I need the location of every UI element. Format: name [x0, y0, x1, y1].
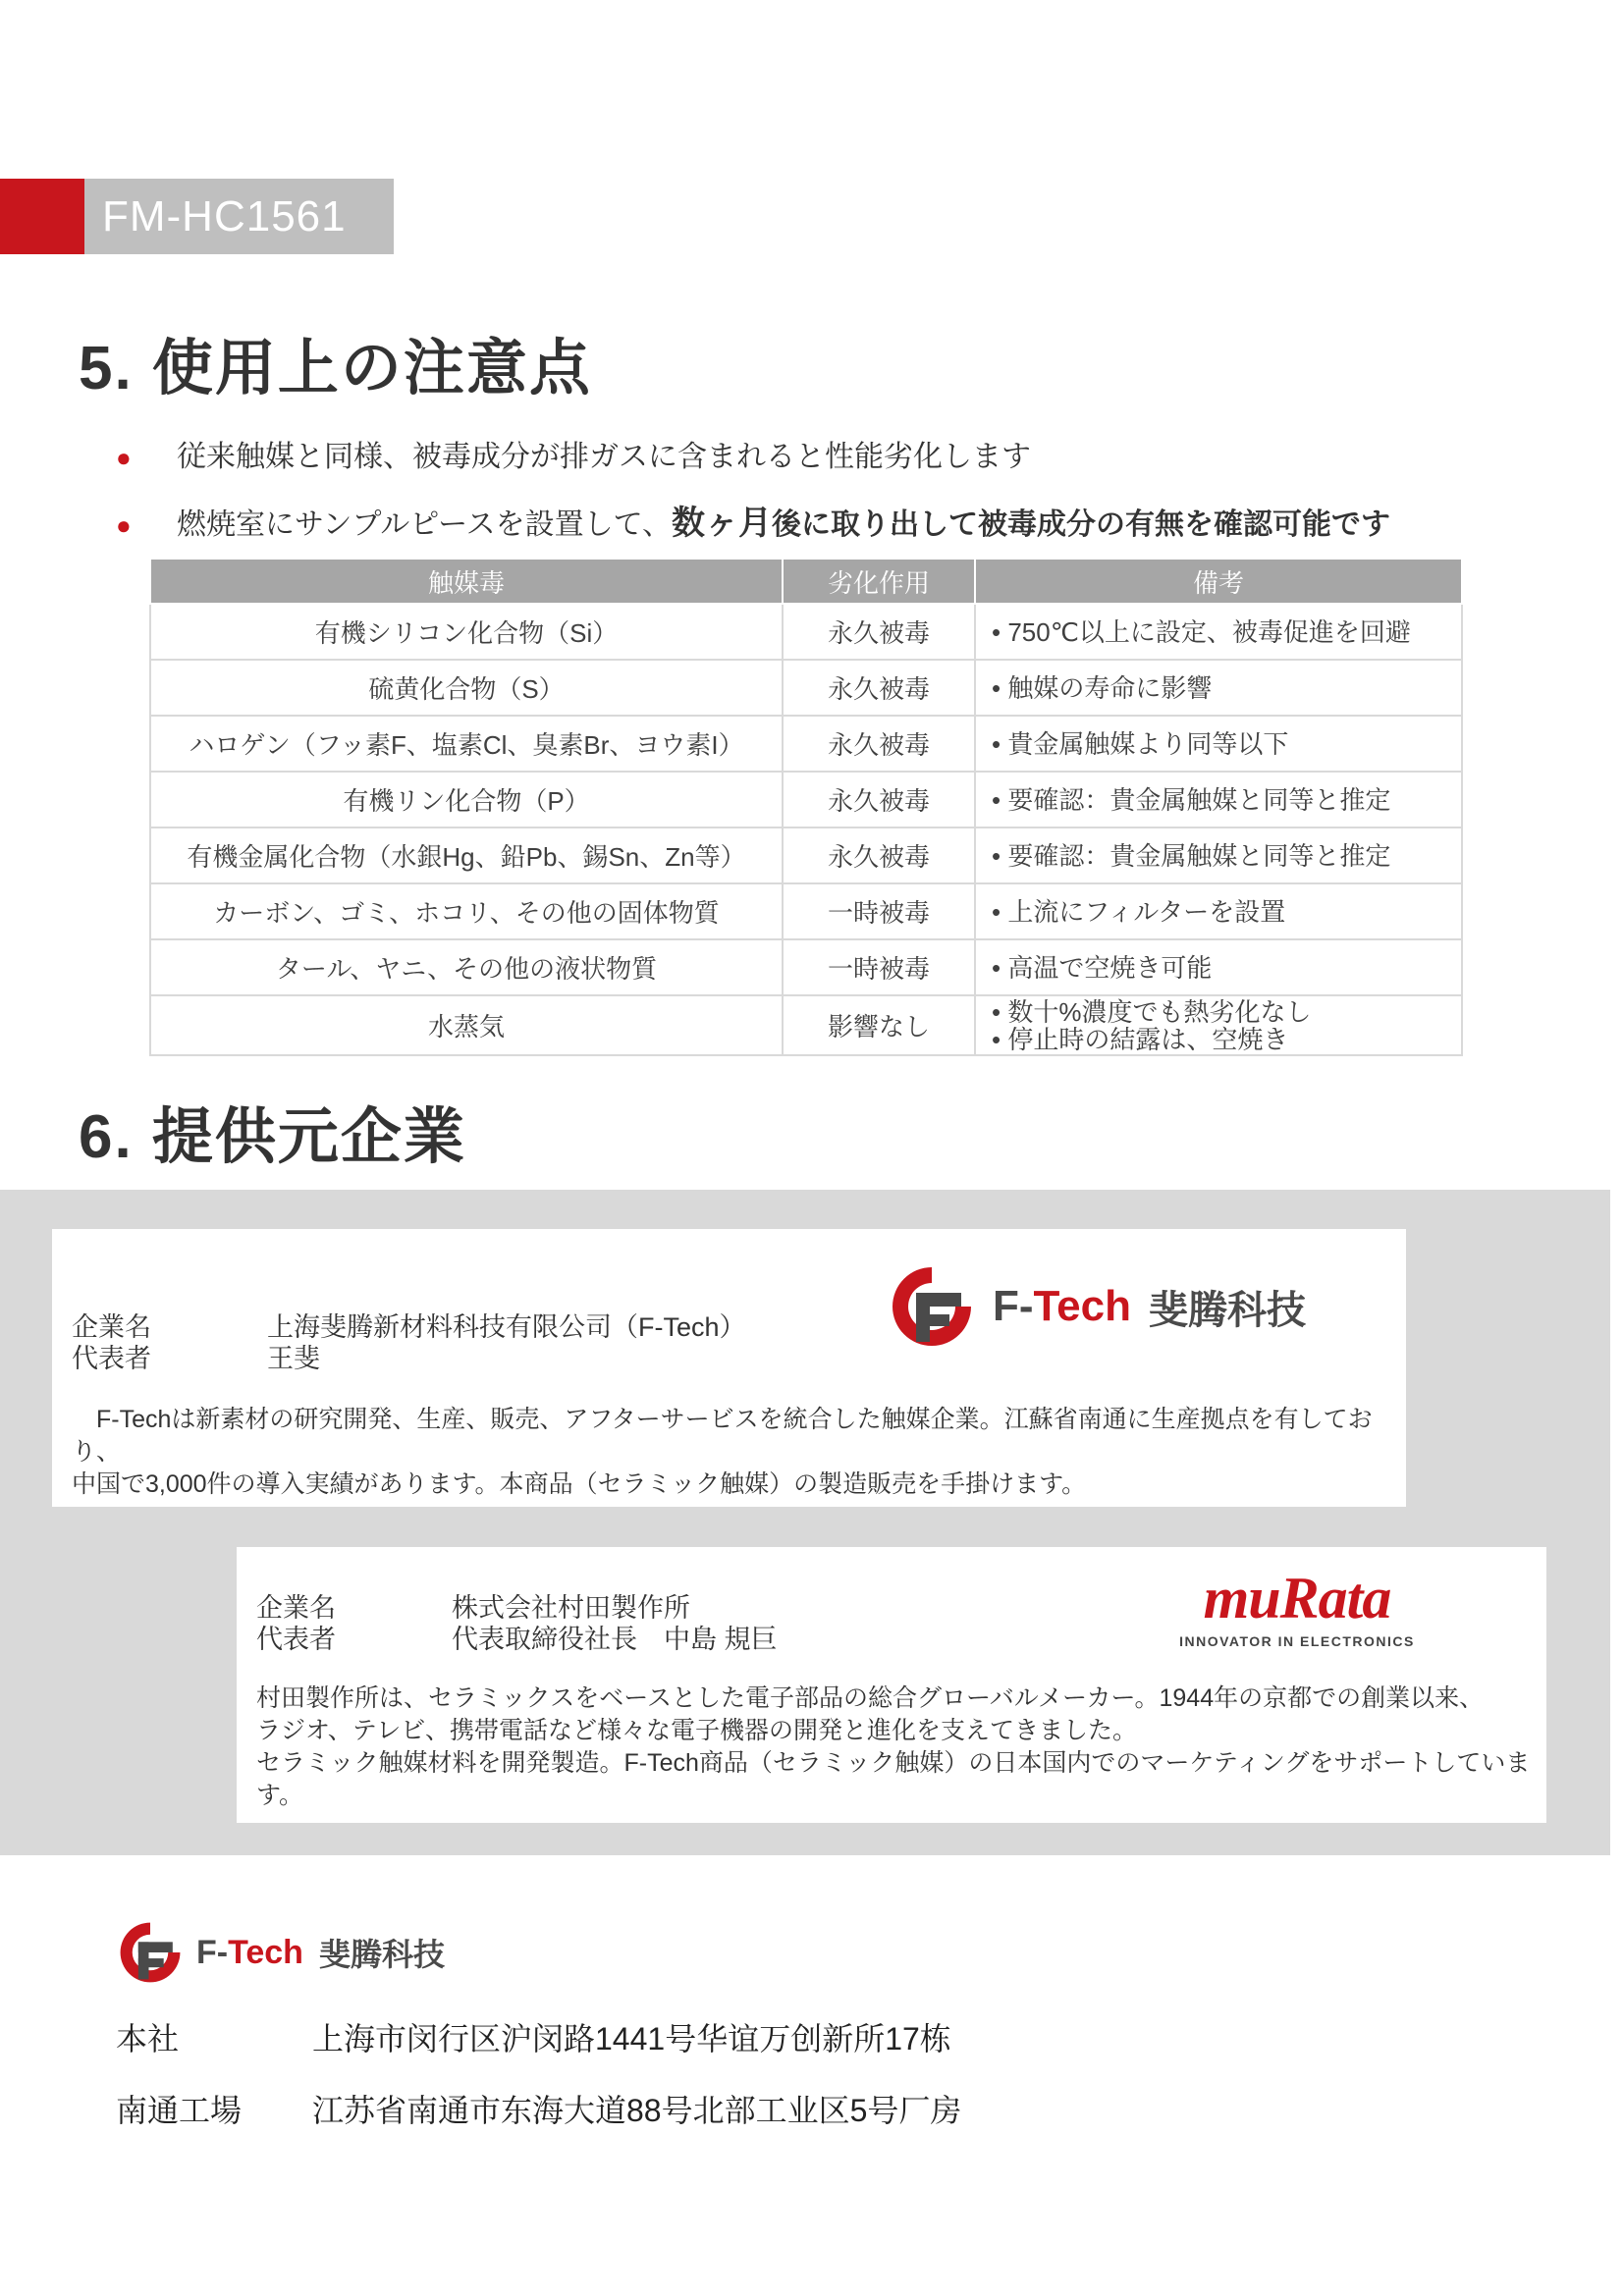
cell-effect: 永久被毒 — [783, 660, 975, 716]
ftech-logo-wordmark: F-Tech — [196, 1933, 303, 1971]
murata-logo-wordmark: muRata — [1203, 1566, 1391, 1630]
cell-notes: • 数十%濃度でも熱劣化なし • 停止時の結露は、空焼き — [975, 995, 1462, 1055]
cell-poison: 硫黄化合物（S） — [150, 660, 783, 716]
footer-ftech-logo — [116, 1919, 445, 1986]
company-name-label: 企業名 — [256, 1593, 336, 1623]
section-6-title: 6. 提供元企業 — [79, 1103, 466, 1171]
address-value-hq: 上海市闵行区沪闵路1441号华谊万创新所17栋 — [312, 2021, 951, 2056]
bullet-dot-icon: ● — [116, 510, 132, 540]
cell-effect: 永久被毒 — [783, 772, 975, 828]
bullet-item — [116, 496, 1390, 544]
table-row — [150, 828, 1462, 883]
cell-poison: カーボン、ゴミ、ホコリ、その他の固体物質 — [150, 883, 783, 939]
company-card-ftech — [52, 1229, 1406, 1507]
header-accent-bar — [0, 179, 84, 254]
table-header-row — [150, 559, 1462, 604]
table-row — [150, 716, 1462, 772]
ftech-logo-chinese: 斐腾科技 — [1148, 1288, 1306, 1332]
bullet-dot-icon: ● — [116, 443, 132, 472]
ftech-logo-chinese: 斐腾科技 — [318, 1937, 445, 1972]
cell-notes: • 要確認：貴金属触媒と同等と推定 — [975, 772, 1462, 828]
address-label-factory: 南通工場 — [116, 2093, 243, 2128]
representative-label: 代表者 — [256, 1625, 336, 1654]
table-row — [150, 995, 1462, 1055]
cell-notes: • 750℃以上に設定、被毒促進を回避 — [975, 604, 1462, 660]
column-header-effect: 劣化作用 — [783, 559, 975, 604]
cell-effect: 一時被毒 — [783, 883, 975, 939]
ftech-logo-wordmark: F-Tech — [993, 1282, 1131, 1330]
cell-notes: • 貴金属触媒より同等以下 — [975, 716, 1462, 772]
model-tag: FM-HC1561 — [84, 179, 394, 254]
bullet-text-post: 後に取り出して被毒成分の有無を確認可能です — [772, 508, 1390, 541]
address-label-hq: 本社 — [116, 2021, 180, 2056]
cell-poison: タール、ヤニ、その他の液状物質 — [150, 939, 783, 995]
representative-name: 代表取締役社長 中島 規巨 — [452, 1625, 778, 1654]
company-description: F-Techは新素材の研究開発、生産、販売、アフターサービスを統合した触媒企業。江蘇省南通に生産拠点を有しており、 中国で3,000件の導入実績があります。本商品（セラミック触媒）の製造販売を手掛けます。 — [72, 1406, 1373, 1498]
ftech-logo-icon — [116, 1919, 185, 1986]
cell-poison: 有機リン化合物（P） — [150, 772, 783, 828]
murata-logo-tagline: INNOVATOR IN ELECTRONICS — [1179, 1633, 1415, 1649]
cell-effect: 永久被毒 — [783, 828, 975, 883]
cell-effect: 影響なし — [783, 995, 975, 1055]
ftech-logo-icon — [887, 1263, 977, 1350]
bullet-item — [116, 432, 1031, 475]
column-header-poison: 触媒毒 — [150, 559, 783, 604]
cell-notes: • 上流にフィルターを設置 — [975, 883, 1462, 939]
bullet-text-emphasis: 数ヶ月 — [672, 505, 772, 542]
table-row — [150, 883, 1462, 939]
bullet-text: 従来触媒と同様、被毒成分が排ガスに含まれると性能劣化します — [177, 441, 1031, 473]
company-name-label: 企業名 — [72, 1312, 151, 1342]
company-name: 株式会社村田製作所 — [452, 1593, 690, 1623]
company-name: 上海斐腾新材料科技有限公司（F-Tech） — [267, 1312, 746, 1342]
representative-name: 王斐 — [267, 1344, 320, 1373]
table-row — [150, 604, 1462, 660]
table-row — [150, 772, 1462, 828]
address-value-factory: 江苏省南通市东海大道88号北部工业区5号厂房 — [312, 2093, 962, 2128]
cell-effect: 永久被毒 — [783, 604, 975, 660]
table-row — [150, 939, 1462, 995]
cell-poison: 有機シリコン化合物（Si） — [150, 604, 783, 660]
cell-notes: • 高温で空焼き可能 — [975, 939, 1462, 995]
cell-notes: • 触媒の寿命に影響 — [975, 660, 1462, 716]
murata-logo — [1174, 1566, 1420, 1649]
bullet-text-pre: 燃焼室にサンプルピースを設置して、 — [177, 508, 672, 541]
section-5-title: 5. 使用上の注意点 — [79, 335, 592, 402]
catalyst-poison-table — [149, 558, 1463, 1056]
cell-effect: 永久被毒 — [783, 716, 975, 772]
cell-poison: 水蒸気 — [150, 995, 783, 1055]
cell-poison: ハロゲン（フッ素F、塩素Cl、臭素Br、ヨウ素I） — [150, 716, 783, 772]
cell-notes: • 要確認：貴金属触媒と同等と推定 — [975, 828, 1462, 883]
company-description: 村田製作所は、セラミックスをベースとした電子部品の総合グローバルメーカー。1944年の京都での創業以来、 ラジオ、テレビ、携帯電話など様々な電子機器の開発と進化を支えてきました。 セラミック触媒材料を開発製造。F-Tech商品（セラミック触媒）の日本国内でのマーケティングをサポートしています。 — [256, 1684, 1531, 1809]
representative-label: 代表者 — [72, 1344, 151, 1373]
cell-poison: 有機金属化合物（水銀Hg、鉛Pb、錫Sn、Zn等） — [150, 828, 783, 883]
cell-effect: 一時被毒 — [783, 939, 975, 995]
company-card-murata — [237, 1547, 1546, 1823]
column-header-notes: 備考 — [975, 559, 1462, 604]
table-row — [150, 660, 1462, 716]
ftech-logo — [887, 1263, 1306, 1350]
